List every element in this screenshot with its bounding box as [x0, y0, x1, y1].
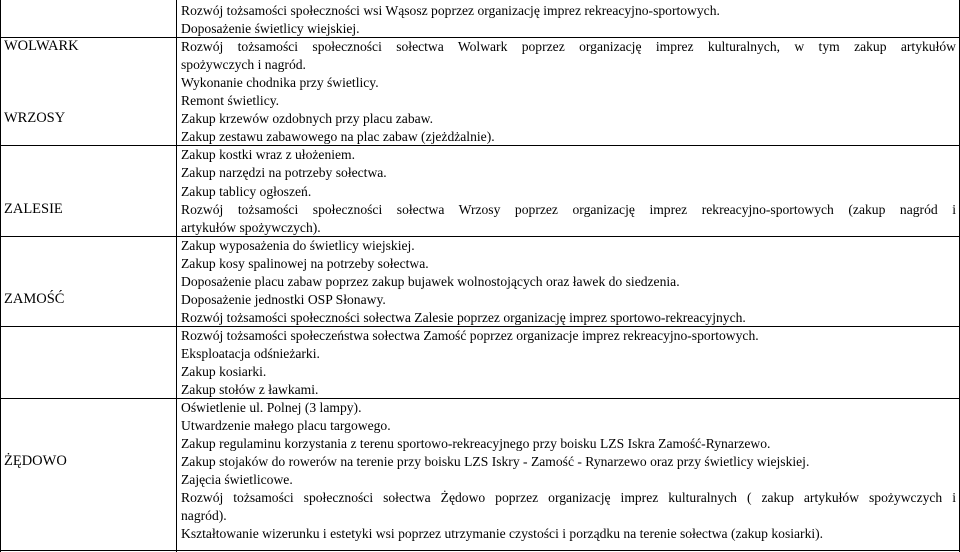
row-3-text-line: Doposażenie placu zabaw poprzez zakup bujawek wolnostojących oraz ławek do siedzenia.: [181, 273, 680, 289]
village-name: WOLWARK: [4, 38, 79, 55]
village-name: WRZOSY: [4, 110, 66, 127]
table-bottom-border: [0, 550, 960, 551]
table-column-divider: [176, 0, 177, 552]
row-5-text-line: Utwardzenie małego placu targowego.: [181, 418, 391, 434]
row-1-text-line: Wykonanie chodnika przy świetlicy.: [181, 75, 379, 91]
village-name: ŻĘDOWO: [4, 453, 67, 470]
village-name: ZALESIE: [4, 200, 63, 217]
row-5-text-line: Rozwój tożsamości społeczności sołectwa Żędowo poprzez organizację imprez kulturalnych ( zakup artykułów spożywczych i: [181, 490, 956, 506]
row-1-text-line: spożywczych i nagród.: [181, 57, 306, 73]
row-3-text-line: Rozwój tożsamości społeczności sołectwa Zalesie poprzez organizację imprez sportowo-rekreacyjnych.: [181, 309, 746, 325]
row-5-text-line: Oświetlenie ul. Polnej (3 lampy).: [181, 400, 362, 416]
table-left-border: [0, 0, 1, 552]
row-1-text-line: Zakup krzewów ozdobnych przy placu zabaw.: [181, 111, 434, 127]
row-2-text-line: Zakup kostki wraz z ułożeniem.: [181, 147, 356, 163]
row-separator: [0, 37, 960, 38]
row-2-text-line: artykułów spożywczych).: [181, 219, 321, 235]
row-5-text-line: nagród).: [181, 508, 227, 524]
row-4-text-line: Zakup kosiarki.: [181, 364, 267, 379]
row-separator: [0, 145, 960, 146]
row-1-text-line: Rozwój tożsamości społeczności sołectwa Wolwark poprzez organizację imprez kulturalnych, w tym zakup artykułów: [181, 39, 956, 55]
row-4-text-line: Zakup stołów z ławkami.: [181, 382, 319, 398]
row-5-text-line: Kształtowanie wizerunku i estetyki wsi poprzez utrzymanie czystości i porządku na terenie sołectwa (zakup kosiarki).: [181, 526, 824, 542]
row-3-text-line: Zakup wyposażenia do świetlicy wiejskiej.: [181, 237, 415, 253]
row-1-text-line: Zakup zestawu zabawowego na plac zabaw (zjeżdżalnie).: [181, 129, 495, 145]
row-2-text-line: Zakup tablicy ogłoszeń.: [181, 183, 312, 199]
row-separator: [0, 398, 960, 399]
row-3-text-line: Zakup kosy spalinowej na potrzeby sołectwa.: [181, 255, 429, 271]
row-separator: [0, 236, 960, 237]
row-3-text-line: Doposażenie jednostki OSP Słonawy.: [181, 291, 386, 307]
row-5-text-line: Zajęcia świetlicowe.: [181, 472, 293, 488]
row-2-text-line: Zakup narzędzi na potrzeby sołectwa.: [181, 165, 387, 181]
row-0-text-line: Doposażenie świetlicy wiejskiej.: [181, 21, 360, 37]
row-4-text-line: Eksploatacja odśnieżarki.: [181, 345, 320, 361]
row-5-text-line: Zakup stojaków do rowerów na terenie przy boisku LZS Iskry - Zamość - Rynarzewo oraz przy świetlicy wiejskiej.: [181, 454, 810, 470]
row-1-text-line: Remont świetlicy.: [181, 93, 280, 109]
row-4-text-line: Rozwój tożsamości społeczeństwa sołectwa Zamość poprzez organizacje imprez rekreacyjno-sportowych.: [181, 327, 759, 343]
village-name: ZAMOŚĆ: [4, 290, 65, 307]
row-2-text-line: Rozwój tożsamości społeczności sołectwa Wrzosy poprzez organizację imprez rekreacyjno-sportowych (zakup nagród i: [181, 201, 956, 217]
row-separator: [0, 326, 960, 327]
row-5-text-line: Zakup regulaminu korzystania z terenu sportowo-rekreacyjnego przy boisku LZS Iskra Zamość-Rynarzewo.: [181, 436, 771, 452]
row-0-text-line: Rozwój tożsamości społeczności wsi Wąsosz poprzez organizację imprez rekreacyjno-sportowych.: [181, 3, 720, 18]
